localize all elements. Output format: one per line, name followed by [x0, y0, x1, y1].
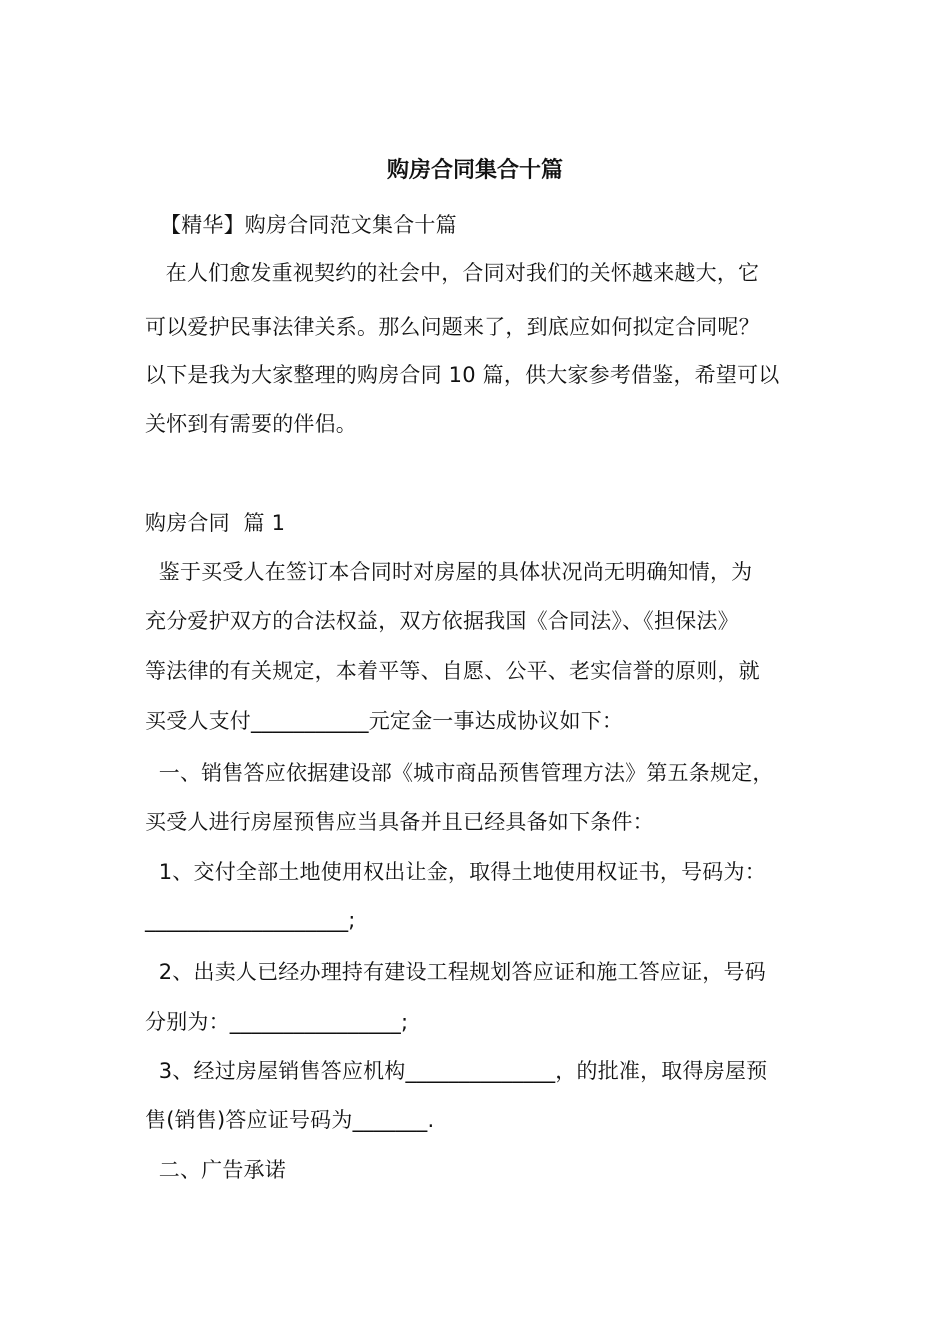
clause-line: 一、销售答应依据建设部《城市商品预售管理方法》第五条规定， [145, 761, 774, 785]
clause-line: 3、经过房屋销售答应机构______________，的批准，取得房屋预 [145, 1059, 768, 1083]
clause-line: 2、出卖人已经办理持有建设工程规划答应证和施工答应证，号码 [145, 960, 766, 984]
paragraph-line: 充分爱护双方的合法权益，双方依据我国《合同法》、《担保法》 [145, 609, 739, 633]
paragraph-line: 鉴于买受人在签订本合同时对房屋的具体状况尚无明确知情，为 [145, 560, 753, 584]
blank-line: 分别为：________________; [145, 1010, 409, 1034]
clause-line: 买受人进行房屋预售应当具备并且已经具备如下条件： [145, 810, 654, 834]
subtitle-line: 【精华】购房合同范文集合十篇 [160, 213, 457, 237]
section-heading: 购房合同 篇 1 [145, 511, 286, 535]
paragraph-line: 等法律的有关规定，本着平等、自愿、公平、老实信誉的原则，就 [145, 659, 760, 683]
document-title: 购房合同集合十篇 [386, 158, 563, 183]
clause-line: 售(销售)答应证号码为_______. [145, 1108, 435, 1132]
paragraph-line: 以下是我为大家整理的购房合同 10 篇，供大家参考借鉴，希望可以 [145, 363, 780, 387]
paragraph-line: 在人们愈发重视契约的社会中，合同对我们的关怀越来越大，它 [145, 261, 760, 285]
paragraph-line: 可以爱护民事法律关系。那么问题来了，到底应如何拟定合同呢？ [145, 315, 760, 339]
clause-line: 1、交付全部土地使用权出让金，取得土地使用权证书，号码为： [145, 860, 766, 884]
section-heading: 二、广告承诺 [145, 1158, 286, 1182]
paragraph-line: 买受人支付___________元定金一事达成协议如下： [145, 709, 624, 733]
blank-line: ___________________; [145, 908, 356, 932]
paragraph-line: 关怀到有需要的伴侣。 [145, 412, 357, 436]
